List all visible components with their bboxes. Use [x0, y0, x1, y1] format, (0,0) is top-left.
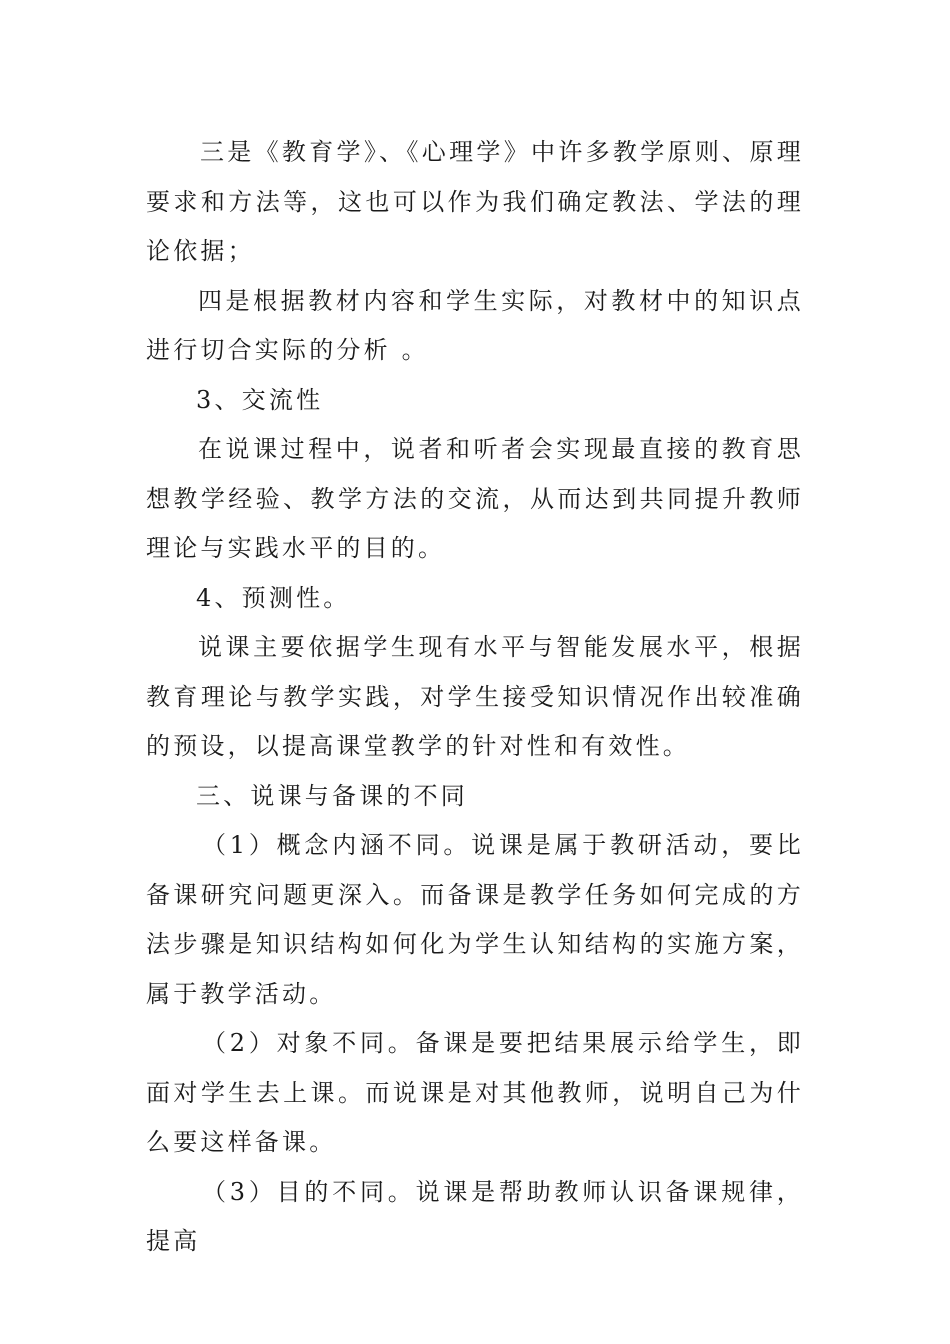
paragraph-communication: 在说课过程中，说者和听者会实现最直接的教育思想教学经验、教学方法的交流，从而达到共同提升教师理论与实践水平的目的。 [146, 435, 804, 562]
heading-communication: 3、交流性 [196, 385, 324, 414]
paragraph-principles: 三是《教育学》、《心理学》中许多教学原则、原理要求和方法等，这也可以作为我们确定教法、学法的理论依据； [146, 138, 804, 265]
paragraph-prediction: 说课主要依据学生现有水平与智能发展水平，根据教育理论与教学实践，对学生接受知识情况作出较准确的预设，以提高课堂教学的针对性和有效性。 [146, 633, 804, 760]
paragraph-difference-purpose: （3）目的不同。说课是帮助教师认识备课规律，提高 [146, 1177, 804, 1255]
heading-prediction: 4、预测性。 [196, 583, 351, 612]
document-body [146, 128, 804, 1267]
paragraph-textbook-analysis: 四是根据教材内容和学生实际，对教材中的知识点进行切合实际的分析 。 [146, 286, 804, 364]
paragraph-difference-concept: （1）概念内涵不同。说课是属于教研活动，要比备课研究问题更深入。而备课是教学任务如何完成的方法步骤是知识结构如何化为学生认知结构的实施方案，属于教学活动。 [146, 831, 804, 1008]
heading-differences: 三、说课与备课的不同 [196, 781, 468, 810]
paragraph-difference-object: （2）对象不同。备课是要把结果展示给学生，即面对学生去上课。而说课是对其他教师，说明自己为什么要这样备课。 [146, 1029, 804, 1156]
